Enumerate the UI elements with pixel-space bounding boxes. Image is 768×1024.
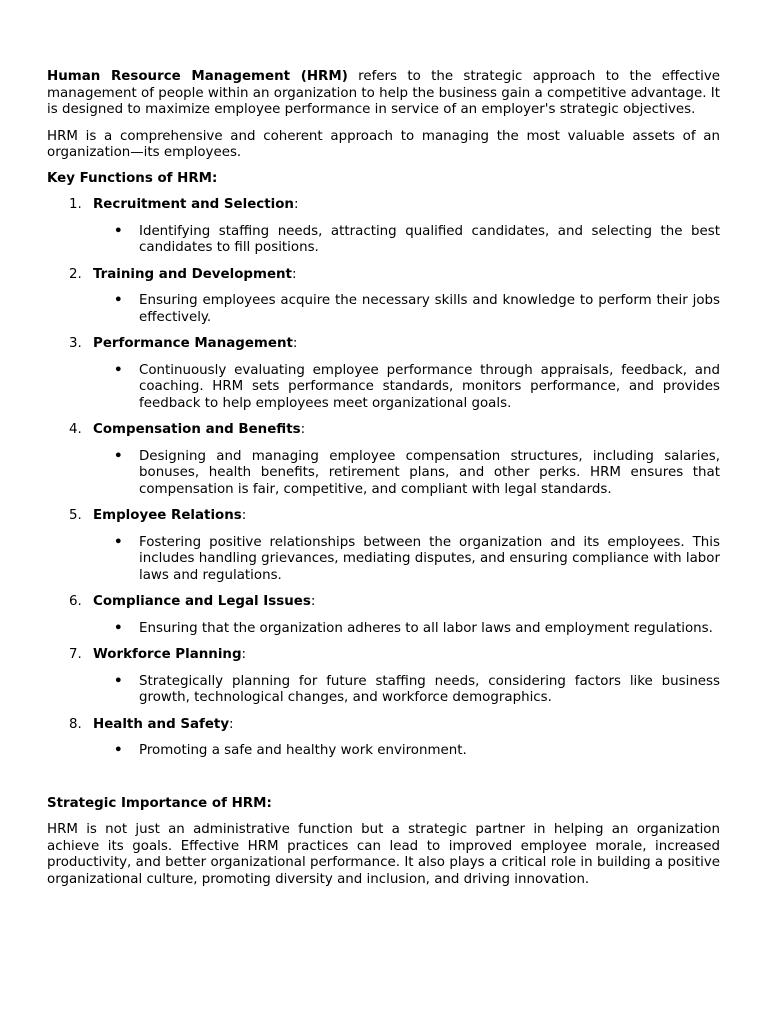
bullet-icon: • bbox=[114, 673, 123, 689]
bullet-icon: • bbox=[114, 223, 123, 239]
bullet-text: Ensuring that the organization adheres to all labor laws and employment regulations. bbox=[139, 620, 713, 636]
colon: : bbox=[241, 647, 247, 662]
bullet-icon: • bbox=[114, 448, 123, 464]
function-bullet bbox=[47, 449, 720, 499]
list-number: 1. bbox=[69, 197, 82, 212]
function-title bbox=[47, 508, 720, 525]
list-number: 7. bbox=[69, 647, 82, 662]
list-item bbox=[47, 422, 720, 498]
function-name: Recruitment and Selection bbox=[93, 197, 294, 212]
bullet-icon: • bbox=[114, 293, 123, 308]
list-item bbox=[47, 594, 720, 637]
bullet-icon: • bbox=[114, 743, 123, 758]
intro-paragraph-2: HRM is a comprehensive and coherent approach to managing the most valuable assets of an organization—its employees. bbox=[47, 128, 720, 160]
bullet-text: Ensuring employees acquire the necessary skills and knowledge to perform their jobs effectively. bbox=[139, 293, 720, 325]
key-functions-heading: Key Functions of HRM: bbox=[47, 170, 218, 186]
function-name: Training and Development bbox=[93, 266, 292, 282]
bullet-text: Continuously evaluating employee performance through appraisals, feedback, and coaching. HRM sets performance standards, monitors performance, and provides feedback to help employees meet organizational goals. bbox=[139, 362, 720, 411]
function-name: Compensation and Benefits bbox=[93, 422, 301, 437]
function-title bbox=[47, 422, 720, 439]
document-body bbox=[47, 69, 720, 888]
function-bullet bbox=[47, 224, 720, 257]
function-name: Compliance and Legal Issues bbox=[93, 594, 311, 609]
function-bullet bbox=[47, 621, 720, 638]
list-item bbox=[47, 267, 720, 327]
function-title bbox=[47, 267, 720, 284]
list-number: 4. bbox=[69, 422, 82, 437]
hrm-definition: refers to the strategic approach to the effective management of people within an organization to help the business gain a competitive advantage. It is designed to maximize employee performance in service of an employer's strategic objectives. bbox=[47, 69, 720, 117]
bullet-icon: • bbox=[114, 534, 123, 550]
list-number: 3. bbox=[69, 336, 82, 351]
list-item bbox=[47, 508, 720, 584]
function-name: Health and Safety bbox=[93, 716, 230, 732]
list-number: 8. bbox=[69, 716, 82, 732]
colon: : bbox=[229, 716, 234, 732]
strategic-importance-heading: Strategic Importance of HRM: bbox=[47, 795, 272, 811]
colon: : bbox=[241, 508, 247, 523]
strategic-importance-paragraph: HRM is not just an administrative function but a strategic partner in helping an organization achieve its goals. Effective HRM practices can lead to improved employee morale, increased productivity, and better organizational performance. It also plays a critical role in building a positive organizational culture, promoting diversity and inclusion, and driving innovation. bbox=[47, 822, 720, 887]
colon: : bbox=[293, 197, 299, 212]
list-number: 2. bbox=[69, 266, 82, 282]
colon: : bbox=[310, 594, 316, 609]
function-title bbox=[47, 197, 720, 214]
function-title bbox=[47, 336, 720, 353]
bullet-text: Fostering positive relationships between the organization and its employees. This includes handling grievances, mediating disputes, and ensuring compliance with labor laws and regulations. bbox=[139, 534, 720, 583]
list-number: 5. bbox=[69, 508, 82, 523]
list-item bbox=[47, 717, 720, 760]
list-item bbox=[47, 647, 720, 707]
colon: : bbox=[291, 266, 297, 282]
bullet-text: Identifying staffing needs, attracting qualified candidates, and selecting the best candidates to fill positions. bbox=[139, 223, 720, 255]
list-number: 6. bbox=[69, 594, 82, 609]
function-bullet bbox=[47, 363, 720, 413]
list-item bbox=[47, 336, 720, 412]
function-bullet bbox=[47, 743, 720, 760]
list-item bbox=[47, 197, 720, 257]
colon: : bbox=[300, 422, 306, 437]
key-functions-list bbox=[47, 197, 720, 760]
function-name: Workforce Planning bbox=[93, 647, 242, 662]
colon: : bbox=[292, 336, 298, 351]
hrm-term: Human Resource Management (HRM) bbox=[47, 69, 348, 84]
function-bullet bbox=[47, 535, 720, 585]
function-bullet bbox=[47, 293, 720, 326]
bullet-text: Designing and managing employee compensation structures, including salaries, bonuses, health benefits, retirement plans, and other perks. HRM ensures that compensation is fair, competitive, and compliant with legal standards. bbox=[139, 448, 720, 497]
intro-paragraph bbox=[47, 69, 720, 119]
function-name: Employee Relations bbox=[93, 508, 242, 523]
function-bullet bbox=[47, 674, 720, 707]
bullet-icon: • bbox=[114, 362, 123, 378]
bullet-icon: • bbox=[114, 620, 123, 636]
bullet-text: Strategically planning for future staffing needs, considering factors like business growth, technological changes, and workforce demographics. bbox=[139, 673, 720, 705]
bullet-text: Promoting a safe and healthy work environment. bbox=[139, 743, 467, 758]
function-title bbox=[47, 647, 720, 664]
function-title bbox=[47, 594, 720, 611]
function-name: Performance Management bbox=[93, 336, 293, 351]
function-title bbox=[47, 717, 720, 734]
